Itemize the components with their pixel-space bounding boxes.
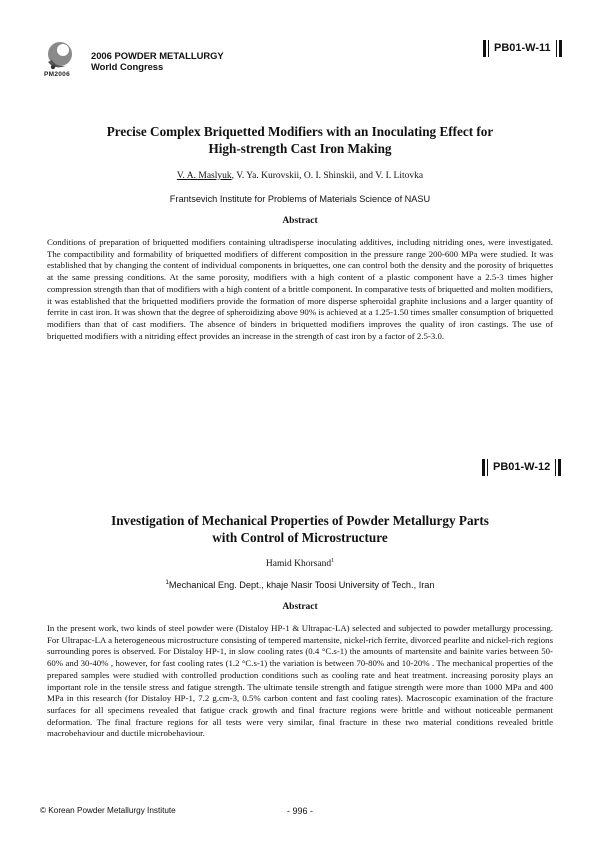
page-number: - 996 - [286,806,313,816]
footer-copyright: © Korean Powder Metallurgy Institute [40,806,176,815]
paper-authors [40,170,560,182]
paper-title [40,512,560,546]
presenting-author: V. A. Maslyuk [176,171,232,181]
paper-affiliation [40,577,560,591]
abstract-text: In the present work, two kinds of steel powder were (Distaloy HP-1 & Ultrapac-LA) selected and subjected to powder metallurgy processing. For Ultrapac-LA a heterogeneous microstructure consisting of tempered martensite, nickel-rich ferrite, divorced pearlite and nickel-rich regions surrounding pores is observed. For Distaloy HP-1, in slow cooling rates (0.4 °C.s-1) the amounts of martensite and bainite varies between 50-60% and 30-40% , however, for fast cooling rates (1.2 °C.s-1) the variation is between 70-80% and 10-20% . The mechanical properties of the prepared samples were studied with controlled production conditions such as cooling rate and heat treatment. increasing porosity plays an important role in the tensile stress and fatigue strength. The ultimate tensile strength and fatigue strength were more than 1000 MPa and 400 MPa in this research (for Distaloy HP-1, 7.2 g.cm-3, 0.5% carbon content and fast cooling rates). Macroscopic examination of the fracture surfaces for all specimens revealed that fatigue crack growth and final fracture regions were brittle and without noticeable permanent deformation. The final fracture regions for all tests were very similar, final fracture in these two material conditions revealed brittle macrobehaviour and ductile microbehaviour. [47,623,553,739]
paper-code-badge: PB01-W-12 [482,459,561,476]
conference-title-line1: 2006 POWDER METALLURGY [91,50,224,61]
paper-title-line2: with Control of Microstructure [212,530,388,545]
affiliation-text: Mechanical Eng. Dept., khaje Nasir Toosi University of Tech., Iran [168,580,435,591]
abstract-text: Conditions of preparation of briquetted modifiers containing ultradisperse inoculating additives, including nitriding ones, were investigated. The compactibility and formability of briquetted modifiers of different composition in the pressure range 200-600 MPa were studied. It was established that by changing the content of individual components in briquettes, one can control both the density and the porosity of briquettes at the same pressing conditions. At the same porosity, modifiers with a high content of a plastic component have a 2.5-3 times higher compression strength than that of modifiers with a high content of a brittle component. In comparative tests of briquetted and molten modifiers, it was established that the briquetted modifiers provide the formation of more disperse spheroidal graphite inclusions and a larger quantity of ferrite in cast iron. It was shown that the degree of spheroidizing above 90% is achieved at a 1.25-1.50 times smaller consumption of briquetted modifiers than that of cast modifiers. The absence of binders in briquetted modifiers improves the quality of iron castings. The use of briquetted modifiers with a nitriding effect provides an increase in the strength of cast iron by a factor of 2.5-3.0. [47,237,553,341]
logo-text: PM2006 [44,71,71,78]
paper-title-line1: Precise Complex Briquetted Modifiers with an Inoculating Effect for [106,124,494,139]
paper-code-badge: PB01-W-11 [483,40,562,57]
author-name: Hamid Khorsand [265,559,332,570]
paper-title-line2: High-strength Cast Iron Making [208,141,392,156]
paper-authors [40,555,560,570]
pm2006-logo-icon [44,40,74,72]
paper-title-line1: Investigation of Mechanical Properties of Powder Metallurgy Parts [111,513,489,528]
abstract-heading: Abstract [282,602,318,612]
paper-affiliation: Frantsevich Institute for Problems of Materials Science of NASU [169,194,431,204]
abstract-heading: Abstract [282,216,318,226]
co-authors: , V. Ya. Kurovskii, O. I. Shinskii, and V. I. Litovka [231,171,424,181]
affiliation-mark: 1 [165,580,169,586]
paper-title [40,123,560,157]
conference-title-line2: World Congress [91,61,164,72]
author-affiliation-mark: 1 [331,558,335,564]
conference-title [91,50,224,72]
